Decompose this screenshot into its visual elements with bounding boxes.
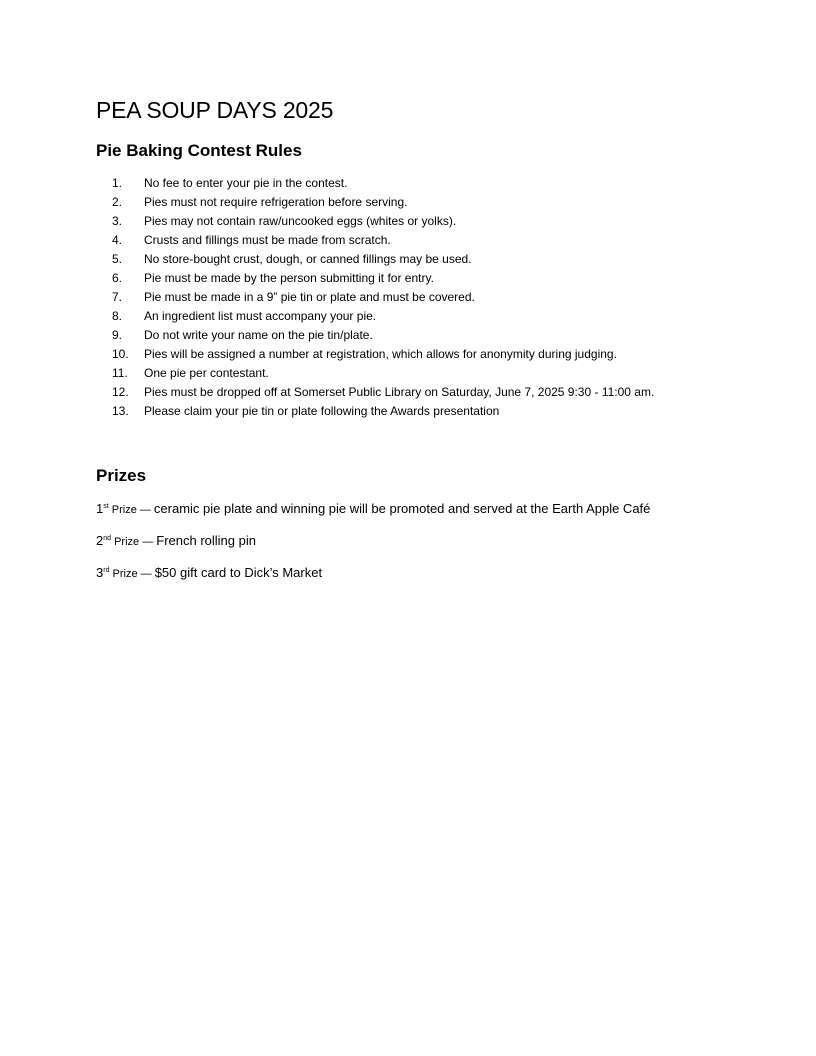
- document-title: PEA SOUP DAYS 2025: [96, 97, 334, 123]
- rule-item: [96, 231, 736, 250]
- rule-item: [96, 288, 736, 307]
- rule-number: 1.: [112, 176, 123, 190]
- rule-item: [96, 212, 736, 231]
- prize-description: $50 gift card to Dick’s Market: [154, 565, 323, 580]
- prize-first: [96, 500, 736, 519]
- prize-third: [96, 564, 736, 583]
- prize-second: [96, 532, 736, 551]
- rule-text: Do not write your name on the pie tin/plate.: [144, 328, 373, 342]
- rule-text: Crusts and fillings must be made from scratch.: [144, 233, 391, 247]
- rule-number: 7.: [112, 290, 123, 304]
- rule-text: Please claim your pie tin or plate following the Awards presentation: [144, 404, 500, 418]
- rule-item: [96, 269, 736, 288]
- prize-label: Prize —: [109, 568, 155, 580]
- rule-text: An ingredient list must accompany your pie.: [144, 309, 377, 323]
- rule-number: 2.: [112, 195, 123, 209]
- prize-rank: 3: [96, 565, 104, 580]
- rule-text: One pie per contestant.: [144, 366, 269, 380]
- rule-number: 10.: [112, 347, 129, 361]
- prize-label: Prize —: [108, 504, 154, 516]
- rule-item: [96, 345, 736, 364]
- rule-text: Pies must not require refrigeration before serving.: [144, 195, 408, 209]
- rule-number: 8.: [112, 309, 123, 323]
- rule-number: 9.: [112, 328, 123, 342]
- rule-text: Pie must be made by the person submitting it for entry.: [144, 271, 434, 285]
- prize-ordinal-suffix: nd: [103, 535, 112, 542]
- prize-ordinal-suffix: st: [103, 503, 109, 510]
- document-page: [96, 96, 736, 583]
- rule-text: No fee to enter your pie in the contest.: [144, 176, 348, 190]
- rule-item: [96, 326, 736, 345]
- rule-number: 4.: [112, 233, 123, 247]
- rule-text: Pies may not contain raw/uncooked eggs (whites or yolks).: [144, 214, 457, 228]
- prize-label: Prize —: [111, 536, 157, 548]
- rule-text: Pie must be made in a 9” pie tin or plate and must be covered.: [144, 290, 475, 304]
- rule-item: [96, 250, 736, 269]
- rule-item: [96, 193, 736, 212]
- prize-rank: 1: [96, 501, 104, 516]
- rule-item: [96, 364, 736, 383]
- rule-item: [96, 307, 736, 326]
- rule-number: 3.: [112, 214, 123, 228]
- prize-rank: 2: [96, 533, 104, 548]
- prize-description: French rolling pin: [156, 533, 256, 548]
- prize-ordinal-suffix: rd: [103, 567, 110, 574]
- rule-text: Pies must be dropped off at Somerset Public Library on Saturday, June 7, 2025 9:30 - 11:00 am.: [144, 385, 655, 399]
- rule-number: 5.: [112, 252, 123, 266]
- rules-list: [96, 174, 736, 421]
- prize-description: ceramic pie plate and winning pie will be promoted and served at the Earth Apple Café: [153, 501, 651, 516]
- rules-heading: Pie Baking Contest Rules: [96, 141, 302, 160]
- rule-number: 13.: [112, 404, 129, 418]
- rule-number: 11.: [112, 366, 128, 380]
- rule-item: [96, 402, 736, 421]
- rule-number: 12.: [112, 385, 129, 399]
- rule-text: Pies will be assigned a number at registration, which allows for anonymity during judging.: [144, 347, 617, 361]
- prizes-heading: Prizes: [96, 466, 147, 485]
- rule-item: [96, 383, 736, 402]
- rule-number: 6.: [112, 271, 123, 285]
- rule-text: No store-bought crust, dough, or canned fillings may be used.: [144, 252, 472, 266]
- rule-item: [96, 174, 736, 193]
